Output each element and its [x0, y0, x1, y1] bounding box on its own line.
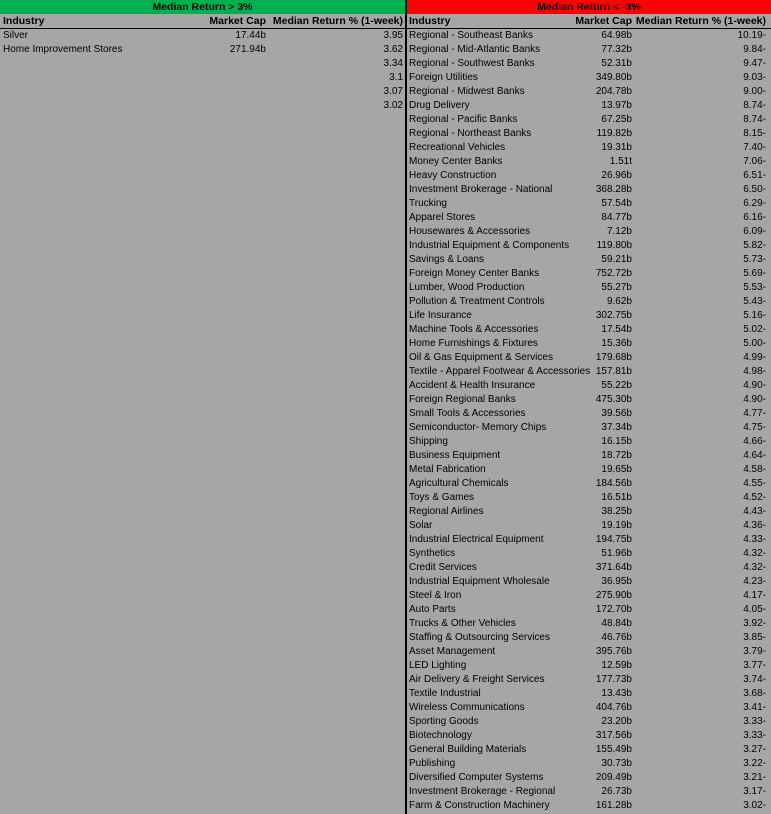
table-row[interactable]	[407, 309, 771, 323]
median-return-cell[interactable]: -4.32	[743, 562, 766, 573]
industry-cell[interactable]: Semiconductor- Memory Chips	[409, 422, 547, 433]
table-row[interactable]	[407, 113, 771, 127]
median-return-cell[interactable]: -5.43	[743, 296, 766, 307]
market-cap-cell[interactable]: 752.72b	[595, 268, 632, 279]
industry-cell[interactable]: Home Furnishings & Fixtures	[409, 338, 538, 349]
industry-cell[interactable]: Publishing	[409, 758, 456, 769]
market-cap-cell[interactable]: 38.25b	[601, 506, 632, 517]
market-cap-cell[interactable]	[203, 85, 266, 99]
industry-cell[interactable]: Industrial Equipment Wholesale	[409, 576, 550, 587]
market-cap-cell[interactable]: 317.56b	[595, 730, 632, 741]
industry-cell[interactable]: Small Tools & Accessories	[409, 408, 526, 419]
table-row[interactable]	[407, 785, 771, 799]
market-cap-cell[interactable]: 404.76b	[595, 702, 632, 713]
table-row[interactable]	[407, 533, 771, 547]
industry-cell[interactable]: Regional - Pacific Banks	[409, 114, 518, 125]
losers-rows	[407, 29, 771, 813]
market-cap-cell[interactable]: 155.49b	[595, 744, 632, 755]
table-row[interactable]	[407, 771, 771, 785]
median-return-cell[interactable]: -10.19	[737, 30, 766, 41]
median-return-cell[interactable]: -3.33	[743, 730, 766, 741]
median-return-cell[interactable]: -4.55	[743, 478, 766, 489]
losers-table	[407, 0, 771, 814]
market-cap-cell[interactable]: 30.73b	[601, 758, 632, 769]
table-row[interactable]	[407, 43, 771, 57]
table-row[interactable]	[407, 519, 771, 533]
gainers-header-row	[0, 14, 405, 29]
market-cap-cell[interactable]: 271.94b	[229, 44, 266, 55]
median-return-cell[interactable]: -4.33	[743, 534, 766, 545]
market-cap-cell[interactable]: 16.15b	[601, 436, 632, 447]
industry-cell[interactable]: Silver	[3, 30, 29, 41]
gainers-banner: Median Return > 3%	[0, 0, 405, 14]
industry-cell[interactable]: Money Center Banks	[409, 156, 503, 167]
median-return-cell[interactable]: -6.50	[743, 184, 766, 195]
industry-cell[interactable]: Savings & Loans	[409, 254, 485, 265]
market-cap-cell[interactable]: 9.62b	[606, 296, 632, 307]
median-return-cell[interactable]: 3.95	[383, 30, 403, 41]
table-row[interactable]	[407, 463, 771, 477]
market-cap-cell[interactable]: 23.20b	[601, 716, 632, 727]
table-row[interactable]	[407, 169, 771, 183]
market-cap-cell[interactable]: 184.56b	[595, 478, 632, 489]
median-return-cell[interactable]: -9.47	[743, 58, 766, 69]
industry-cell[interactable]: Foreign Money Center Banks	[409, 268, 540, 279]
market-cap-cell[interactable]: 26.73b	[601, 786, 632, 797]
industry-cell[interactable]: Textile Industrial	[409, 688, 481, 699]
median-return-cell[interactable]: -8.15	[743, 128, 766, 139]
market-cap-cell[interactable]: 7.12b	[606, 226, 632, 237]
median-return-cell[interactable]: -9.03	[743, 72, 766, 83]
industry-cell[interactable]: Solar	[409, 520, 433, 531]
median-return-cell[interactable]: -3.41	[743, 702, 766, 713]
market-cap-cell[interactable]: 209.49b	[595, 772, 632, 783]
median-return-cell[interactable]: -8.74	[743, 114, 766, 125]
industry-cell[interactable]: Recreational Vehicles	[409, 142, 506, 153]
industry-cell[interactable]: Trucking	[409, 198, 447, 209]
median-return-cell[interactable]: -5.00	[743, 338, 766, 349]
table-row[interactable]	[407, 491, 771, 505]
industry-cell[interactable]: Investment Brokerage - National	[409, 184, 553, 195]
median-return-cell[interactable]: -4.43	[743, 506, 766, 517]
table-row[interactable]	[407, 253, 771, 267]
table-row[interactable]	[407, 211, 771, 225]
median-return-cell[interactable]: -3.21	[743, 772, 766, 783]
table-row[interactable]	[407, 239, 771, 253]
table-row[interactable]	[407, 57, 771, 71]
industry-cell[interactable]: Housewares & Accessories	[409, 226, 531, 237]
industry-cell[interactable]: Wireless Communications	[409, 702, 525, 713]
market-cap-cell[interactable]: 55.27b	[601, 282, 632, 293]
market-cap-cell[interactable]: 39.56b	[601, 408, 632, 419]
table-row[interactable]	[407, 575, 771, 589]
industry-cell[interactable]: Pollution & Treatment Controls	[409, 296, 545, 307]
market-cap-column-header[interactable]: Market Cap	[575, 15, 632, 27]
median-return-cell[interactable]: -4.90	[743, 394, 766, 405]
median-return-cell[interactable]: -3.79	[743, 646, 766, 657]
median-return-cell[interactable]: -6.51	[743, 170, 766, 181]
industry-cell[interactable]: Regional - Northeast Banks	[409, 128, 532, 139]
industry-cell[interactable]: Staffing & Outsourcing Services	[409, 632, 550, 643]
table-row[interactable]	[407, 379, 771, 393]
table-row[interactable]	[407, 729, 771, 743]
table-row[interactable]	[407, 477, 771, 491]
table-row[interactable]	[407, 337, 771, 351]
market-cap-cell[interactable]: 59.21b	[601, 254, 632, 265]
table-row[interactable]	[407, 351, 771, 365]
industry-cell[interactable]: Drug Delivery	[409, 100, 470, 111]
table-row[interactable]	[407, 29, 771, 43]
market-cap-cell[interactable]: 177.73b	[595, 674, 632, 685]
table-row[interactable]	[0, 99, 405, 113]
market-cap-cell[interactable]: 19.65b	[601, 464, 632, 475]
table-row[interactable]	[407, 365, 771, 379]
industry-cell[interactable]: Sporting Goods	[409, 716, 479, 727]
median-return-cell[interactable]: -3.68	[743, 688, 766, 699]
market-cap-column-header[interactable]: Market Cap	[209, 15, 266, 27]
industry-cell[interactable]: Lumber, Wood Production	[409, 282, 525, 293]
industry-cell[interactable]: Foreign Utilities	[409, 72, 478, 83]
industry-cell[interactable]: Regional - Mid-Atlantic Banks	[409, 44, 541, 55]
median-return-cell[interactable]: -3.33	[743, 716, 766, 727]
table-row[interactable]	[407, 407, 771, 421]
industry-column-header[interactable]: Industry	[3, 15, 45, 27]
market-cap-cell[interactable]: 51.96b	[601, 548, 632, 559]
market-cap-cell[interactable]: 57.54b	[601, 198, 632, 209]
industry-cell[interactable]: Industrial Equipment & Components	[409, 240, 570, 251]
median-return-cell[interactable]: -3.27	[743, 744, 766, 755]
market-cap-cell[interactable]: 77.32b	[601, 44, 632, 55]
table-row[interactable]	[407, 141, 771, 155]
table-row[interactable]	[407, 127, 771, 141]
table-row[interactable]	[0, 57, 405, 71]
table-row[interactable]	[407, 715, 771, 729]
market-cap-cell[interactable]: 157.81b	[595, 366, 632, 377]
table-row[interactable]	[407, 183, 771, 197]
table-row[interactable]	[407, 743, 771, 757]
industry-cell[interactable]: Oil & Gas Equipment & Services	[409, 352, 553, 363]
industry-cell[interactable]: Industrial Electrical Equipment	[409, 534, 544, 545]
median-return-cell[interactable]: -3.22	[743, 758, 766, 769]
market-cap-cell[interactable]: 17.44b	[235, 30, 266, 41]
industry-cell[interactable]: LED Lighting	[409, 660, 467, 671]
market-cap-cell[interactable]: 46.76b	[601, 632, 632, 643]
median-return-cell[interactable]: 3.34	[383, 58, 403, 69]
industry-cell[interactable]: Biotechnology	[409, 730, 472, 741]
market-cap-cell[interactable]: 13.97b	[601, 100, 632, 111]
market-cap-cell[interactable]: 48.84b	[601, 618, 632, 629]
market-cap-cell[interactable]: 37.34b	[601, 422, 632, 433]
median-return-cell[interactable]: -3.92	[743, 618, 766, 629]
industry-cell[interactable]: Apparel Stores	[409, 212, 476, 223]
market-cap-cell[interactable]: 172.70b	[595, 604, 632, 615]
industry-cell[interactable]: Business Equipment	[409, 450, 501, 461]
median-return-cell[interactable]: -4.05	[743, 604, 766, 615]
market-cap-cell[interactable]: 1.51t	[609, 156, 632, 167]
median-return-cell[interactable]: -5.82	[743, 240, 766, 251]
table-row[interactable]	[407, 505, 771, 519]
median-return-cell[interactable]: -9.00	[743, 86, 766, 97]
market-cap-cell[interactable]: 275.90b	[595, 590, 632, 601]
market-cap-cell[interactable]: 67.25b	[601, 114, 632, 125]
table-row[interactable]	[407, 281, 771, 295]
industry-cell[interactable]	[3, 71, 201, 85]
industry-cell[interactable]: Foreign Regional Banks	[409, 394, 516, 405]
industry-cell[interactable]: Asset Management	[409, 646, 496, 657]
market-cap-cell[interactable]: 19.19b	[601, 520, 632, 531]
industry-cell[interactable]: Credit Services	[409, 562, 477, 573]
industry-cell[interactable]: Investment Brokerage - Regional	[409, 786, 556, 797]
median-return-cell[interactable]: 3.02	[383, 100, 403, 111]
table-row[interactable]	[0, 71, 405, 85]
market-cap-cell[interactable]	[203, 57, 266, 71]
median-return-cell[interactable]: -4.17	[743, 590, 766, 601]
industry-cell[interactable]	[3, 57, 201, 71]
table-row[interactable]	[407, 631, 771, 645]
median-return-cell[interactable]: -7.40	[743, 142, 766, 153]
market-cap-cell[interactable]: 349.80b	[595, 72, 632, 83]
industry-cell[interactable]: Home Improvement Stores	[3, 44, 123, 55]
table-row[interactable]	[0, 85, 405, 99]
industry-cell[interactable]: General Building Materials	[409, 744, 527, 755]
market-cap-cell[interactable]: 84.77b	[601, 212, 632, 223]
market-cap-cell[interactable]: 16.51b	[601, 492, 632, 503]
table-row[interactable]	[407, 225, 771, 239]
median-return-cell[interactable]: 3.07	[383, 86, 403, 97]
industry-cell[interactable]: Metal Fabrication	[409, 464, 486, 475]
median-return-cell[interactable]: -4.23	[743, 576, 766, 587]
table-row[interactable]	[407, 393, 771, 407]
market-cap-cell[interactable]: 475.30b	[595, 394, 632, 405]
market-cap-cell[interactable]: 368.28b	[595, 184, 632, 195]
table-row[interactable]	[407, 435, 771, 449]
market-cap-cell[interactable]: 17.54b	[601, 324, 632, 335]
industry-cell[interactable]: Agricultural Chemicals	[409, 478, 509, 489]
table-row[interactable]	[407, 449, 771, 463]
median-return-cell[interactable]: -5.53	[743, 282, 766, 293]
market-cap-cell[interactable]: 204.78b	[595, 86, 632, 97]
table-row[interactable]	[407, 71, 771, 85]
table-row[interactable]	[407, 645, 771, 659]
market-cap-cell[interactable]: 52.31b	[601, 58, 632, 69]
industry-cell[interactable]: Regional Airlines	[409, 506, 484, 517]
industry-cell[interactable]: Trucks & Other Vehicles	[409, 618, 516, 629]
median-return-cell[interactable]: -3.02	[743, 800, 766, 811]
industry-column-header[interactable]: Industry	[409, 15, 451, 27]
market-cap-cell[interactable]: 194.75b	[595, 534, 632, 545]
industry-cell[interactable]: Shipping	[409, 436, 448, 447]
industry-cell[interactable]: Heavy Construction	[409, 170, 497, 181]
industry-cell[interactable]: Machine Tools & Accessories	[409, 324, 539, 335]
industry-cell[interactable]: Regional - Southeast Banks	[409, 30, 533, 41]
market-cap-cell[interactable]: 55.22b	[601, 380, 632, 391]
market-cap-cell[interactable]: 179.68b	[595, 352, 632, 363]
table-row[interactable]	[407, 701, 771, 715]
market-cap-cell[interactable]: 19.31b	[601, 142, 632, 153]
market-cap-cell[interactable]: 64.98b	[601, 30, 632, 41]
market-cap-cell[interactable]: 18.72b	[601, 450, 632, 461]
median-return-cell[interactable]: 3.1	[389, 72, 403, 83]
median-return-cell[interactable]: -6.16	[743, 212, 766, 223]
table-row[interactable]	[407, 561, 771, 575]
median-return-cell[interactable]: -4.64	[743, 450, 766, 461]
median-return-cell[interactable]: -7.06	[743, 156, 766, 167]
market-cap-cell[interactable]: 13.43b	[601, 688, 632, 699]
industry-cell[interactable]: Life Insurance	[409, 310, 472, 321]
market-cap-cell[interactable]: 12.59b	[601, 660, 632, 671]
market-cap-cell[interactable]: 302.75b	[595, 310, 632, 321]
median-return-cell[interactable]: -5.02	[743, 324, 766, 335]
median-return-cell[interactable]: -4.77	[743, 408, 766, 419]
industry-cell[interactable]: Textile - Apparel Footwear & Accessories	[409, 366, 591, 377]
median-return-cell[interactable]: -4.98	[743, 366, 766, 377]
median-return-cell[interactable]: -4.66	[743, 436, 766, 447]
median-return-cell[interactable]: -4.90	[743, 380, 766, 391]
table-row[interactable]	[407, 295, 771, 309]
table-row[interactable]	[407, 547, 771, 561]
median-return-cell[interactable]: -5.73	[743, 254, 766, 265]
median-return-cell[interactable]: -4.58	[743, 464, 766, 475]
industry-cell[interactable]: Auto Parts	[409, 604, 456, 615]
table-row[interactable]	[407, 155, 771, 169]
median-return-cell[interactable]: -3.77	[743, 660, 766, 671]
table-row[interactable]	[407, 85, 771, 99]
market-cap-cell[interactable]: 371.64b	[595, 562, 632, 573]
median-return-cell[interactable]: -3.74	[743, 674, 766, 685]
industry-cell[interactable]: Steel & Iron	[409, 590, 462, 601]
table-row[interactable]	[407, 267, 771, 281]
industry-cell[interactable]: Farm & Construction Machinery	[409, 800, 550, 811]
market-cap-cell[interactable]: 119.82b	[596, 128, 632, 139]
table-row[interactable]	[407, 589, 771, 603]
market-cap-cell[interactable]: 395.76b	[595, 646, 632, 657]
losers-banner: Median Return < -3%	[407, 0, 771, 14]
market-cap-cell[interactable]	[203, 71, 266, 85]
median-return-cell[interactable]: 3.62	[383, 44, 403, 55]
market-cap-cell[interactable]: 161.28b	[595, 800, 632, 811]
median-return-cell[interactable]: -3.17	[743, 786, 766, 797]
table-row[interactable]	[407, 99, 771, 113]
median-return-cell[interactable]: -4.75	[743, 422, 766, 433]
table-row[interactable]	[407, 421, 771, 435]
industry-cell[interactable]: Regional - Midwest Banks	[409, 86, 525, 97]
table-row[interactable]	[407, 603, 771, 617]
median-return-cell[interactable]: -4.32	[743, 548, 766, 559]
median-return-cell[interactable]: -5.69	[743, 268, 766, 279]
industry-cell[interactable]: Regional - Southwest Banks	[409, 58, 535, 69]
industry-cell[interactable]	[3, 99, 201, 113]
median-return-cell[interactable]: -8.74	[743, 100, 766, 111]
table-row[interactable]	[407, 323, 771, 337]
industry-cell[interactable]: Synthetics	[409, 548, 456, 559]
industry-cell[interactable]: Diversified Computer Systems	[409, 772, 544, 783]
market-cap-cell[interactable]: 119.80b	[596, 240, 632, 251]
median-return-cell[interactable]: -3.85	[743, 632, 766, 643]
table-row[interactable]	[0, 29, 405, 43]
median-return-cell[interactable]: -5.16	[743, 310, 766, 321]
market-cap-cell[interactable]	[203, 99, 266, 113]
median-return-cell[interactable]: -9.84	[743, 44, 766, 55]
table-row[interactable]	[407, 617, 771, 631]
median-return-column-header[interactable]: Median Return % (1-week)	[272, 15, 403, 27]
market-cap-cell[interactable]: 36.95b	[601, 576, 632, 587]
table-row[interactable]	[407, 799, 771, 813]
median-return-cell[interactable]: -6.09	[743, 226, 766, 237]
industry-cell[interactable]: Accident & Health Insurance	[409, 380, 536, 391]
table-row[interactable]	[407, 659, 771, 673]
table-row[interactable]	[407, 687, 771, 701]
median-return-cell[interactable]: -4.52	[743, 492, 766, 503]
losers-header-row	[407, 14, 771, 29]
median-return-column-header[interactable]: Median Return % (1-week)	[635, 15, 766, 27]
market-cap-cell[interactable]: 26.96b	[601, 170, 632, 181]
median-return-cell[interactable]: -4.36	[743, 520, 766, 531]
industry-cell[interactable]: Air Delivery & Freight Services	[409, 674, 545, 685]
market-cap-cell[interactable]: 15.36b	[601, 338, 632, 349]
table-row[interactable]	[407, 673, 771, 687]
industry-cell[interactable]: Toys & Games	[409, 492, 475, 503]
table-row[interactable]	[407, 197, 771, 211]
gainers-rows	[0, 29, 405, 113]
median-return-cell[interactable]: -6.29	[743, 198, 766, 209]
median-return-cell[interactable]: -4.99	[743, 352, 766, 363]
industry-cell[interactable]	[3, 85, 201, 99]
table-row[interactable]	[407, 757, 771, 771]
table-row[interactable]	[0, 43, 405, 57]
